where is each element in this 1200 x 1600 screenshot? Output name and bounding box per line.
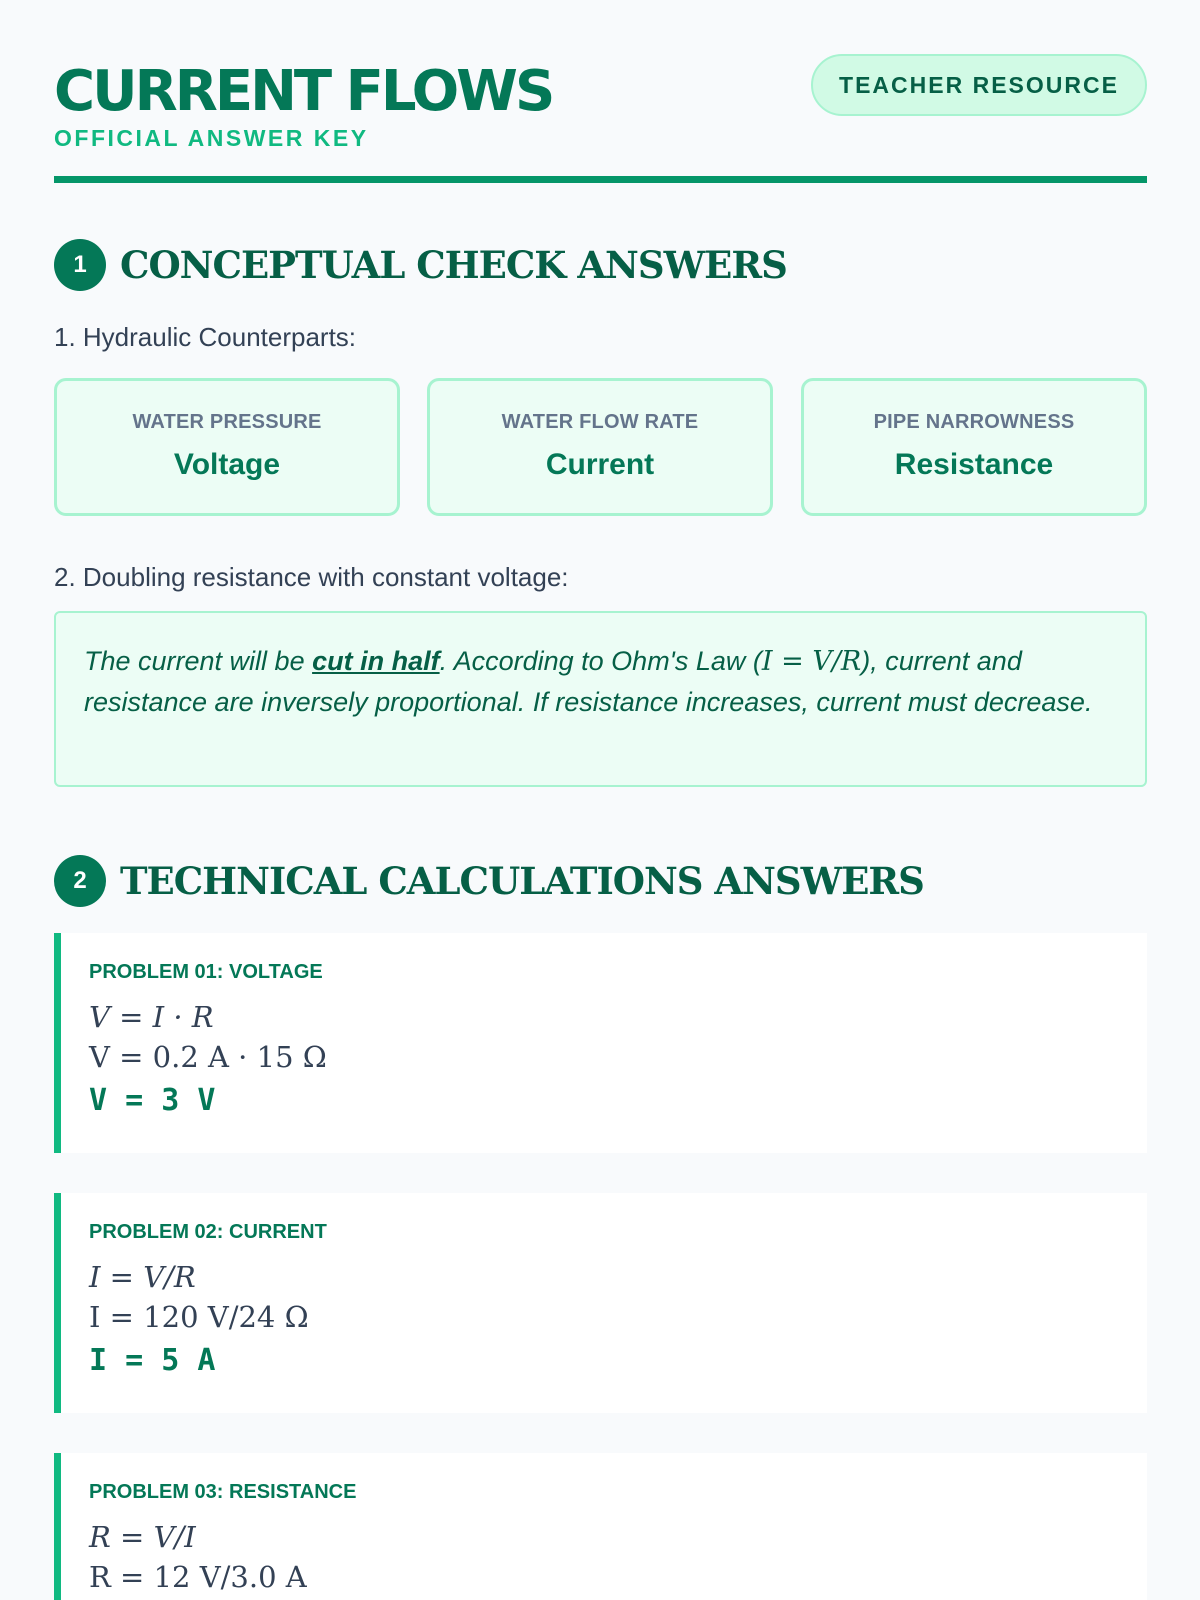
problem-formula: V = I · R [89, 1000, 214, 1034]
card-label: WATER FLOW RATE [501, 411, 699, 433]
card-label: WATER PRESSURE [132, 411, 322, 433]
teacher-resource-badge: TEACHER RESOURCE [811, 54, 1147, 116]
answer-text-post: ), current and resistance are inversely proportional. If resistance increases, current must decrease. [84, 646, 1093, 717]
problem-03-card [54, 1453, 1147, 1600]
page-subtitle: OFFICIAL ANSWER KEY [54, 125, 369, 151]
card-water-flow-rate [427, 378, 773, 516]
answer-emphasis: cut in half [312, 646, 440, 676]
ohms-law-formula: I = V/R [761, 646, 862, 677]
card-value: Resistance [894, 448, 1054, 481]
problem-formula: I = V/R [89, 1260, 196, 1294]
section-2-title: TECHNICAL CALCULATIONS ANSWERS [120, 859, 924, 903]
card-label: PIPE NARROWNESS [873, 411, 1075, 433]
problem-substitution: V = 0.2 A · 15 Ω [89, 1040, 327, 1074]
section-1-heading [54, 238, 787, 292]
problem-02-card [54, 1193, 1147, 1413]
problem-answer: V = 3 V [89, 1083, 216, 1118]
problem-title: PROBLEM 01: VOLTAGE [89, 961, 323, 983]
card-value: Voltage [173, 448, 281, 481]
card-pipe-narrowness [801, 378, 1147, 516]
answer-text-pre: The current will be [84, 646, 313, 676]
header-divider [54, 176, 1147, 183]
header [54, 52, 1147, 182]
section-1-number: 1 [54, 239, 106, 291]
question-2-answer [54, 611, 1147, 787]
section-1-title: CONCEPTUAL CHECK ANSWERS [120, 243, 787, 287]
card-water-pressure [54, 378, 400, 516]
problem-title: PROBLEM 02: CURRENT [89, 1221, 327, 1243]
section-2-heading [54, 854, 924, 908]
problem-substitution: R = 12 V/3.0 A [89, 1560, 307, 1594]
problem-substitution: I = 120 V/24 Ω [89, 1300, 309, 1334]
section-2-number: 2 [54, 855, 106, 907]
card-value: Current [545, 448, 655, 481]
answer-key-page [54, 0, 1147, 1600]
question-2-label: 2. Doubling resistance with constant voltage: [54, 562, 569, 592]
answer-text-mid: . According to Ohm's Law ( [439, 646, 762, 676]
problem-answer: I = 5 A [89, 1343, 216, 1378]
hydraulic-cards [54, 378, 1147, 516]
problem-title: PROBLEM 03: RESISTANCE [89, 1481, 357, 1503]
question-1-label: 1. Hydraulic Counterparts: [54, 322, 357, 352]
problem-01-card [54, 933, 1147, 1153]
problem-formula: R = V/I [89, 1520, 196, 1554]
page-title: CURRENT FLOWS [54, 59, 553, 124]
